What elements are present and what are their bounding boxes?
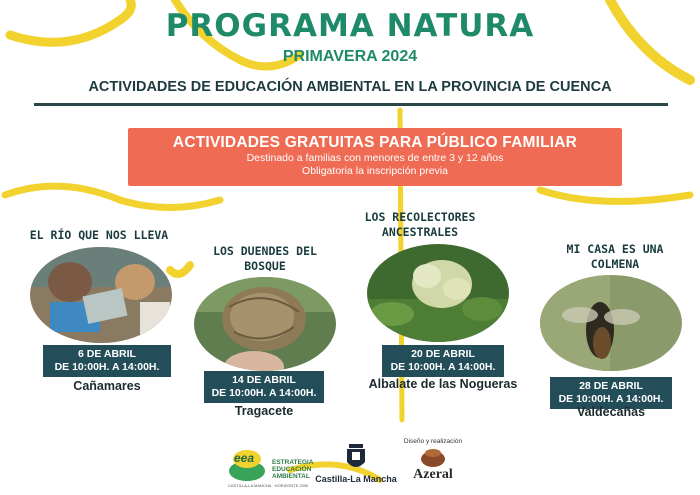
eea-tagline: CASTILLA-LA MANCHA · HORIZONTE 2030 <box>228 483 309 488</box>
acorn-icon <box>420 447 446 467</box>
activity-3-title: LOS RECOLECTORES ANCESTRALES <box>364 210 476 239</box>
activity-3-photo <box>367 244 509 342</box>
activity-4-title: MI CASA ES UNA COLMENA <box>566 242 664 271</box>
activity-4-photo <box>540 275 682 371</box>
design-credit-label: Diseño y realización <box>403 438 463 445</box>
banner-registration-note: Obligatoria la inscripción previa <box>302 165 448 177</box>
castilla-la-mancha-logo <box>314 444 398 492</box>
activity-1-title: EL RÍO QUE NOS LLEVA <box>29 228 169 242</box>
azeral-wordmark: Azeral <box>413 467 453 482</box>
activity-1-datetime: 6 DE ABRIL DE 10:00H. A 14:00H. <box>43 345 171 377</box>
clm-wordmark: Castilla-La Mancha <box>315 474 397 484</box>
activity-2-location: Tragacete <box>234 404 294 418</box>
eea-mark-text: eea <box>234 451 255 465</box>
activity-3-location: Albalate de las Nogueras <box>368 377 518 391</box>
eea-wordmark: ESTRATEGIA EDUCACIÓN AMBIENTAL <box>272 459 314 480</box>
activity-2-title: LOS DUENDES DEL BOSQUE <box>213 244 317 273</box>
activity-1-photo <box>30 247 172 343</box>
program-title: PROGRAMA NATURA <box>165 8 535 44</box>
season-subtitle: PRIMAVERA 2024 <box>282 48 418 65</box>
header-divider <box>34 103 668 106</box>
banner-title: ACTIVIDADES GRATUITAS PARA PÚBLICO FAMILIAR <box>172 134 578 151</box>
activity-4-datetime: 28 DE ABRIL DE 10:00H. A 14:00H. <box>550 377 672 409</box>
activities-headline: ACTIVIDADES DE EDUCACIÓN AMBIENTAL EN LA PROVINCIA DE CUENCA <box>88 79 612 95</box>
banner-audience: Destinado a familias con menores de entre 3 y 12 años <box>246 152 504 164</box>
activity-3-datetime: 20 DE ABRIL DE 10:00H. A 14:00H. <box>382 345 504 377</box>
free-activities-banner <box>128 128 622 186</box>
activity-1-location: Cañamares <box>73 379 141 393</box>
eea-logo <box>228 445 328 491</box>
activity-4-location: Valdecañas <box>576 405 646 419</box>
coat-of-arms-icon <box>345 444 367 472</box>
activity-2-datetime: 14 DE ABRIL DE 10:00H. A 14:00H. <box>204 371 324 403</box>
activity-2-photo <box>194 277 336 371</box>
azeral-logo <box>398 438 468 494</box>
